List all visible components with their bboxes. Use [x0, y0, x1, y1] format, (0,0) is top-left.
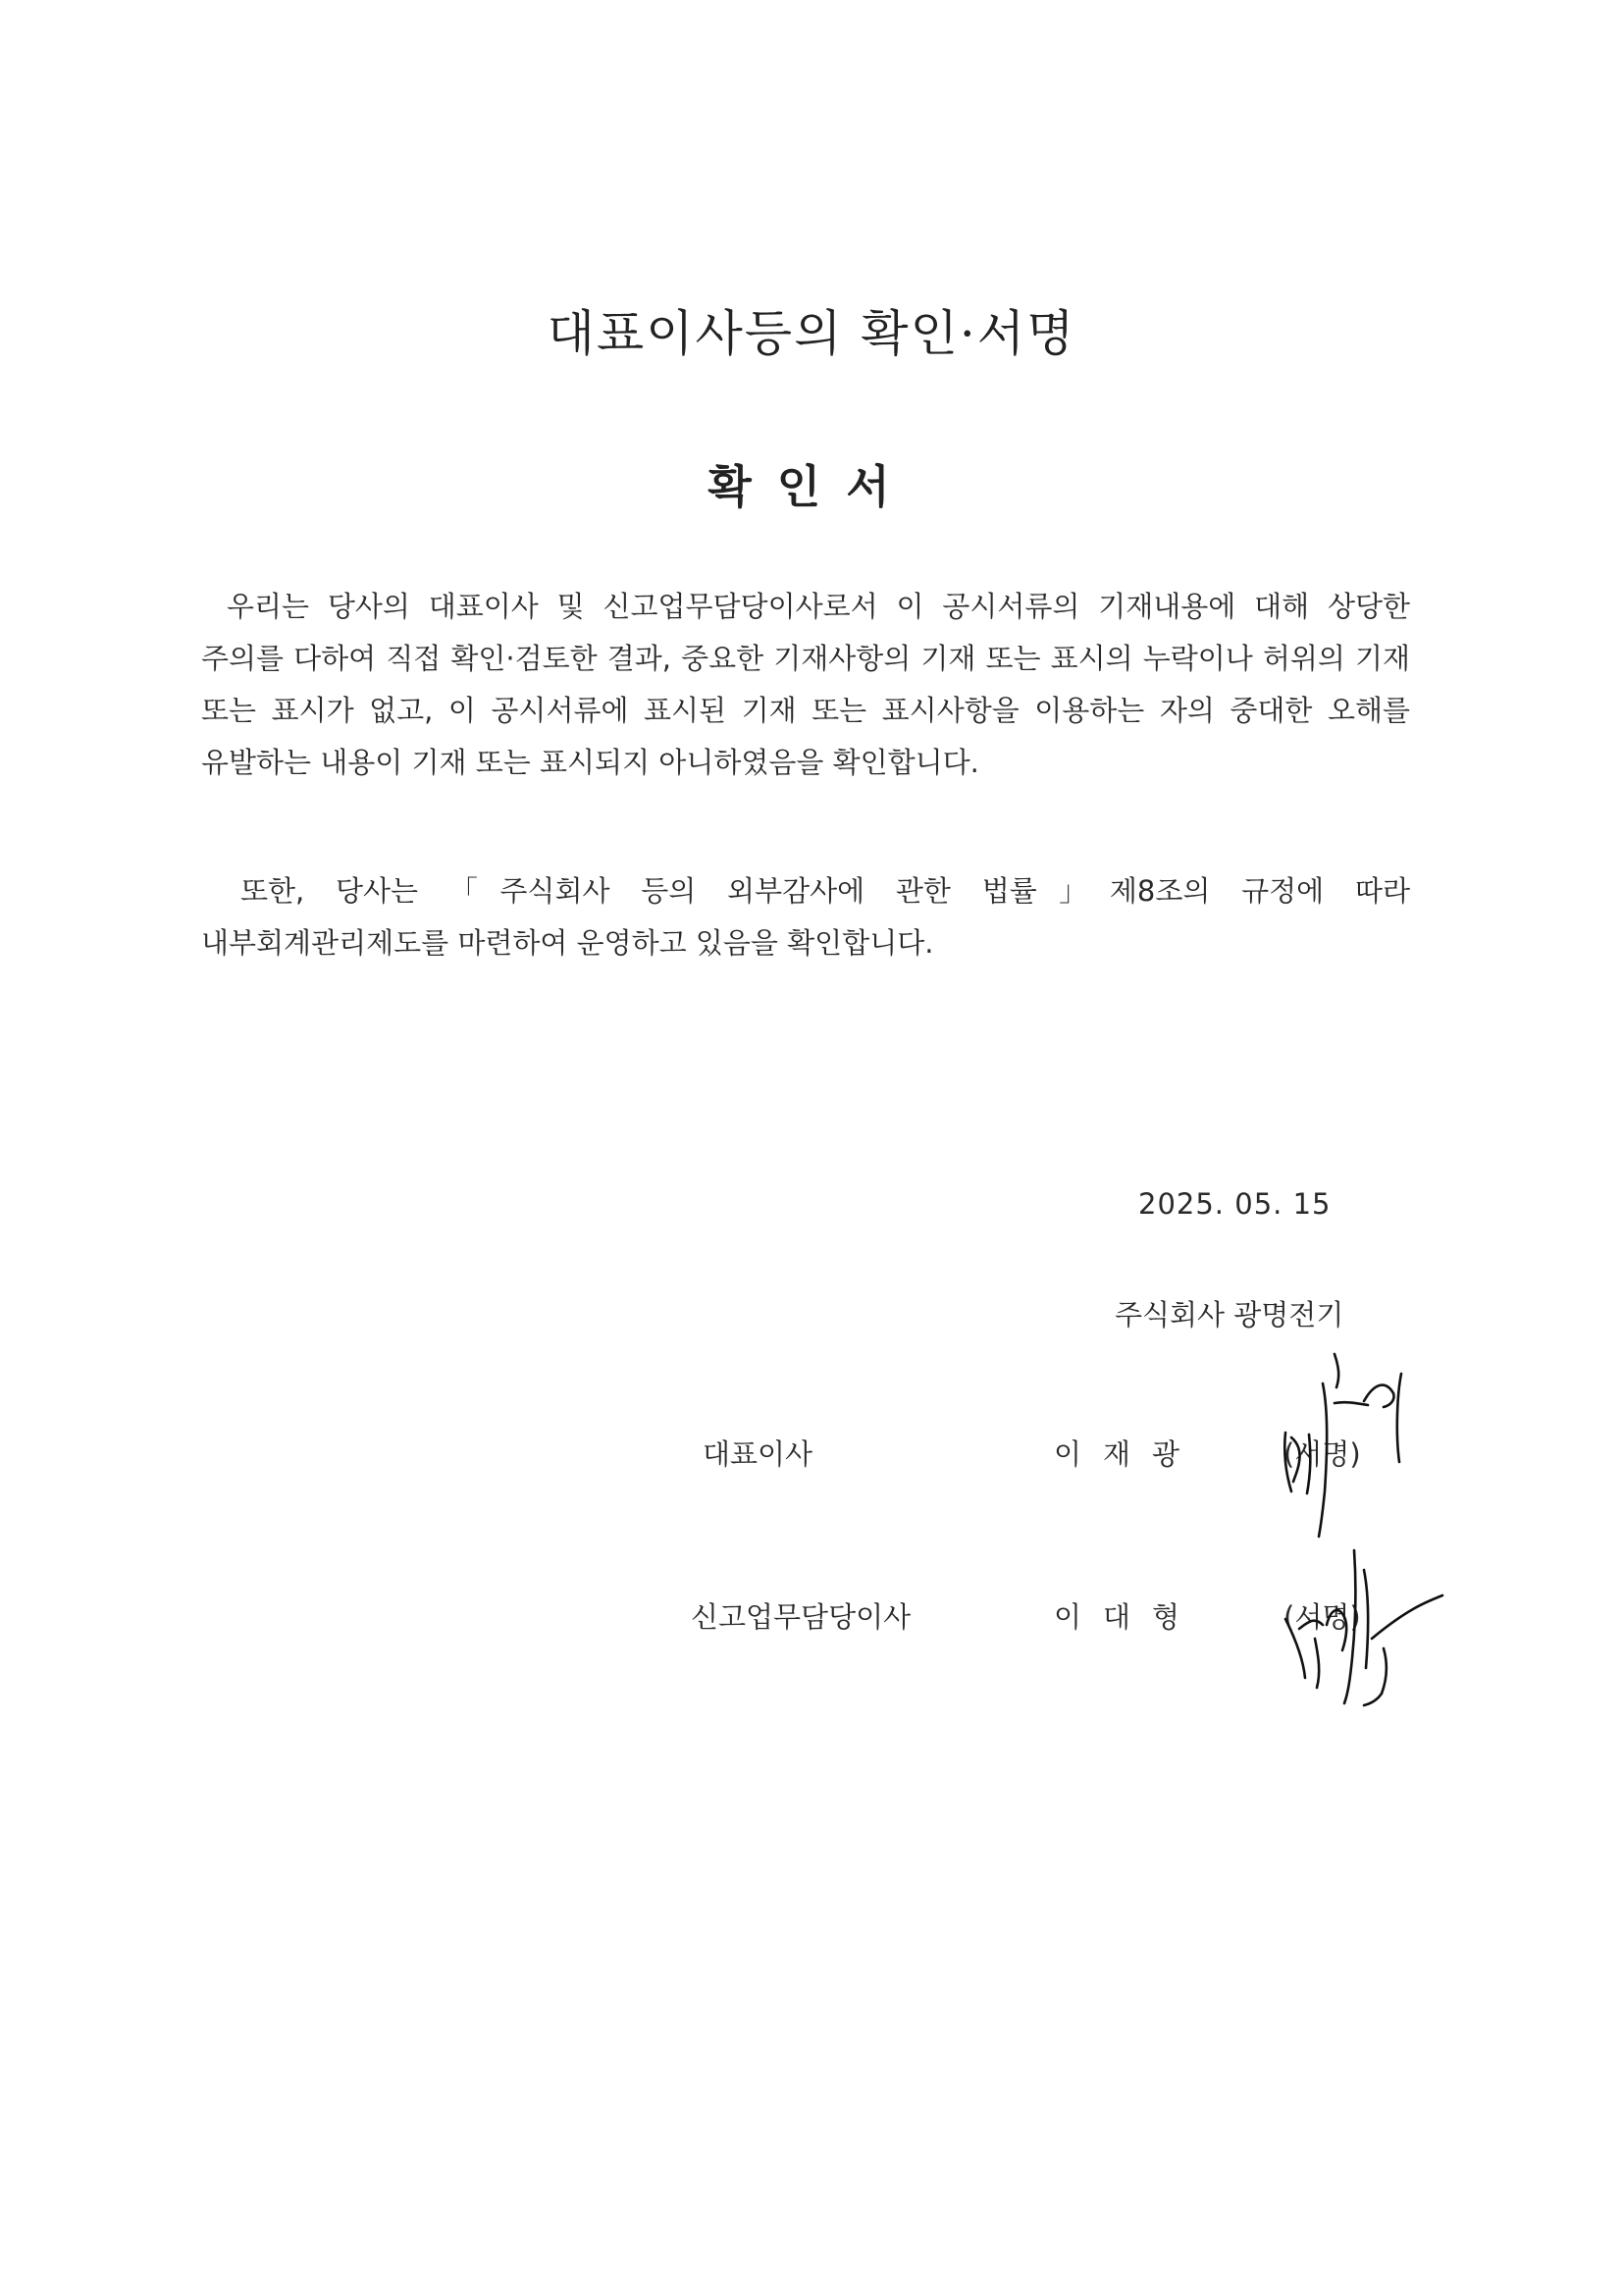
handwritten-signature-director [1266, 1531, 1462, 1707]
company-name: 주식회사 광명전기 [1115, 1298, 1344, 1331]
signatory-role: 대표이사 [703, 1437, 813, 1471]
signature-label: (서명) [1283, 1437, 1361, 1471]
signatory-name: 이재광 [1054, 1437, 1202, 1471]
signatory-name: 이대형 [1054, 1600, 1202, 1634]
document-title: 대표이사등의 확인·서명 [547, 305, 1076, 362]
handwritten-signature-ceo [1266, 1344, 1452, 1540]
signature-label: (서명) [1283, 1600, 1361, 1634]
signatory-role: 신고업무담당이사 [691, 1600, 912, 1634]
internal-control-paragraph: 또한, 당사는 「주식회사 등의 외부감사에 관한 법률」제8조의 규정에 따라 내부회계관리제도를 마련하여 운영하고 있음을 확인합니다. [201, 874, 1410, 960]
document-date: 2025. 05. 15 [1138, 1187, 1332, 1221]
confirmation-paragraph: 우리는 당사의 대표이사 및 신고업무담당이사로서 이 공시서류의 기재내용에 대해 상당한 주의를 다하여 직접 확인·검토한 결과, 중요한 기재사항의 기재 또는 표시의 누락이나 허위의 기재 또는 표시가 없고, 이 공시서류에 표시된 기재 또는 표시사항을 이용하는 자의 중대한 오해를 유발하는 내용이 기재 또는 표시되지 아니하였음을 확인합니다. [201, 590, 1410, 779]
document-subtitle: 확인서 [707, 460, 916, 513]
